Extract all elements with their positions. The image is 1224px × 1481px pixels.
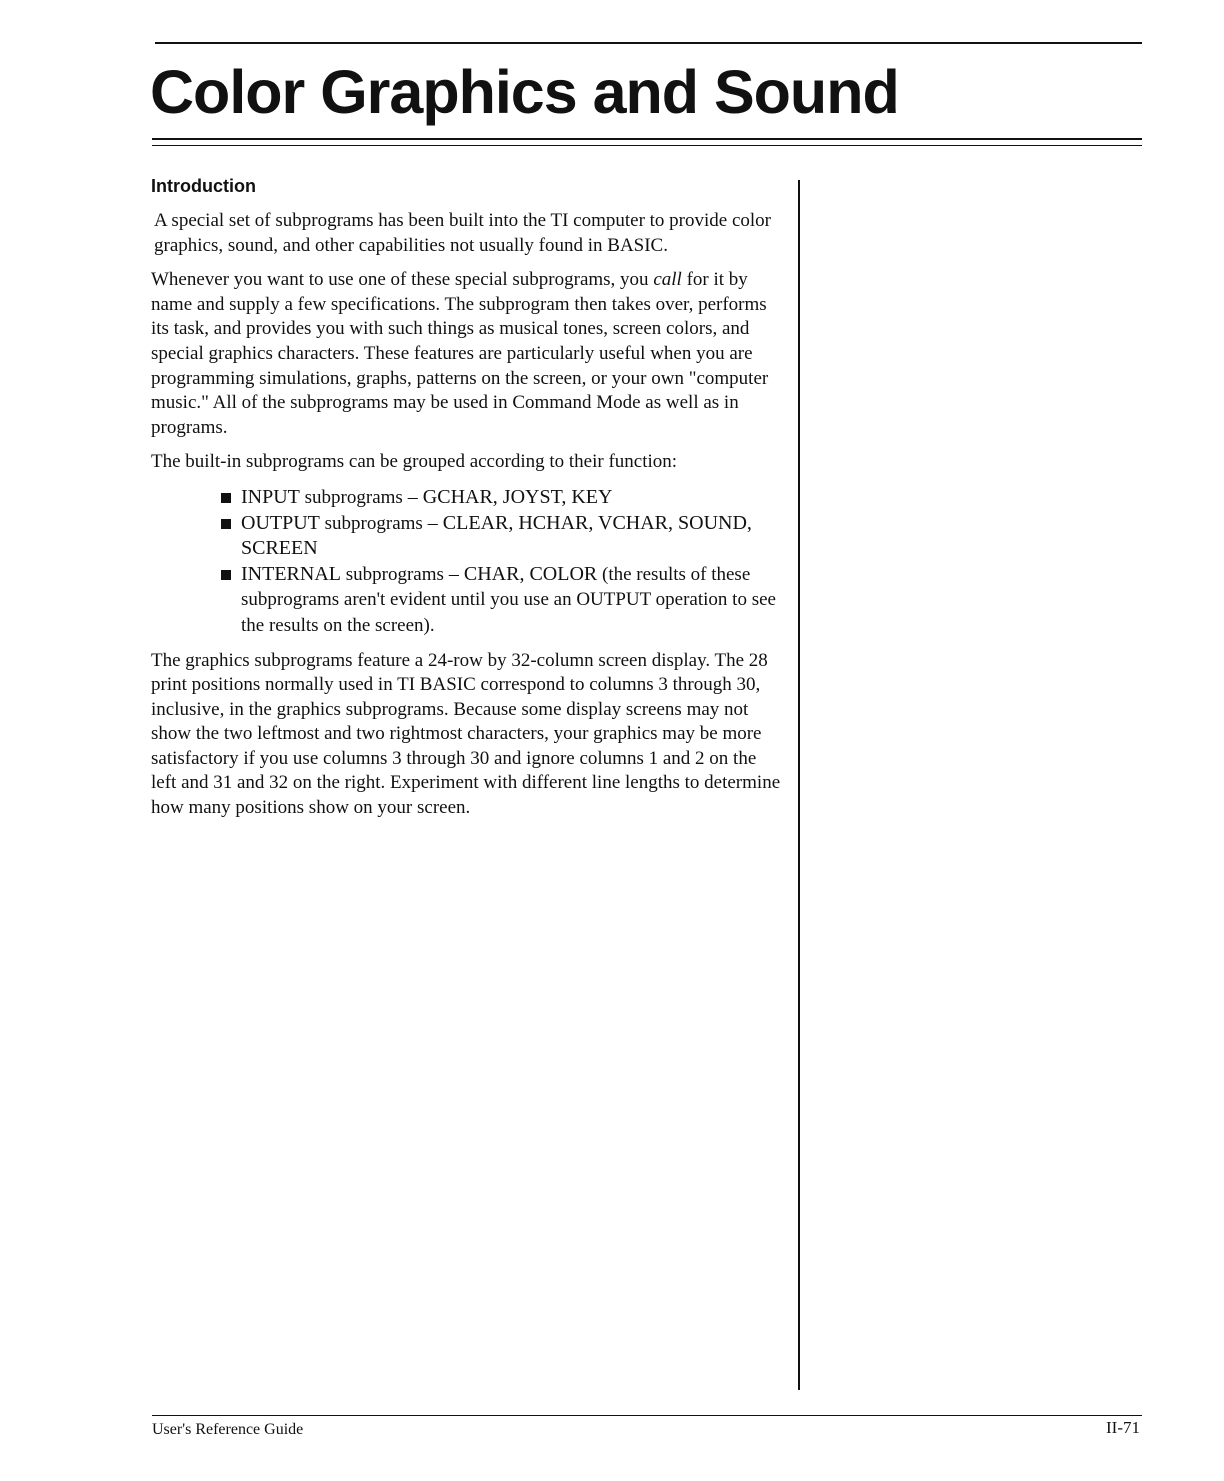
list-item-kind: subprograms: [319, 512, 423, 534]
subprogram-list: [151, 485, 786, 639]
screen-paragraph: The graphics subprograms feature a 24-row by 32-column screen display. The 28 print positions normally used in TI BASIC correspond to columns 3 through 30, inclusive, in the graphics subprograms. Because some display screens may not show the two leftmost and two rightmost characters, your graphics may be more satisfactory if you use columns 3 through 30 and ignore columns 1 and 2 on the left and 31 and 32 on the right. Experiment with different line lengths to determine how many positions show on your screen.: [151, 649, 781, 819]
title-rule-thin: [152, 145, 1142, 146]
list-item: [217, 485, 786, 511]
section-heading: Introduction: [151, 176, 256, 196]
page-title: Color Graphics and Sound: [150, 58, 899, 126]
bullet-square-icon: [221, 570, 231, 580]
list-item-names: – CHAR, COLOR: [443, 562, 598, 585]
footer-rule: [152, 1415, 1142, 1416]
column-divider: [798, 180, 800, 1390]
body-text: [151, 209, 786, 831]
list-item-kind: subprograms: [340, 563, 444, 585]
list-item-kind: subprograms: [299, 486, 403, 508]
bullet-square-icon: [221, 493, 231, 503]
list-item-keyword: OUTPUT: [241, 511, 320, 534]
footer-guide-title: User's Reference Guide: [152, 1421, 304, 1438]
grouping-paragraph: The built-in subprograms can be grouped according to their function:: [151, 451, 678, 473]
list-item-names: – GCHAR, JOYST, KEY: [402, 485, 613, 508]
list-item: [217, 562, 786, 639]
bullet-square-icon: [221, 519, 231, 529]
page-number: II-71: [1106, 1418, 1140, 1437]
list-item-note: (the results of these subprograms aren't evident until you use an OUTPUT operation to see the results on the screen).: [241, 563, 776, 636]
title-rule: [152, 138, 1142, 140]
paragraph-text: Whenever you want to use one of these special subprograms, you: [151, 269, 654, 291]
top-rule: [155, 42, 1142, 44]
list-item-names: – CLEAR, HCHAR, VCHAR, SOUND, SCREEN: [241, 511, 752, 560]
paragraph-text: for it by name and supply a few specifications. The subprogram then takes over, performs its task, and provides you with such things as musical tones, screen colors, and special graphics characters. These features are particularly useful when you are programming simulations, graphs, patterns on the screen, or your own "computer music." All of the subprograms may be used in Command Mode as well as in programs.: [151, 269, 769, 438]
list-item: [217, 511, 786, 562]
list-item-keyword: INPUT: [241, 485, 300, 508]
emphasis-call: call: [653, 269, 682, 291]
intro-paragraph: A special set of subprograms has been built into the TI computer to provide color graphics, sound, and other capabilities not usually found in BASIC.: [154, 210, 772, 256]
list-item-keyword: INTERNAL: [241, 562, 341, 585]
subprogram-paragraph: [151, 268, 786, 440]
